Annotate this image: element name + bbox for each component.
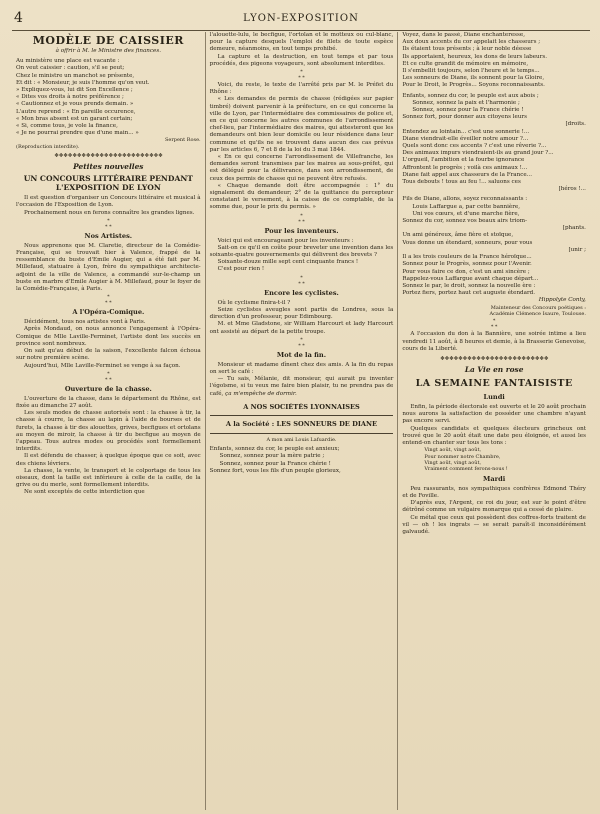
asterism: * * * <box>105 217 112 230</box>
article-title-opera: A l'Opéra-Comique. <box>72 308 145 317</box>
song-verse <box>402 447 586 473</box>
paragraph: D'après eux, l'Argent, ce roi du jour, est sur le point d'être détrôné comme un vulgaire monarque qui a cessé de plaire. <box>402 500 586 514</box>
paragraph: Aujourd'hui, Mlle Laville-Ferminet se venge à sa façon. <box>24 362 181 369</box>
verse-line: « Je ne pourrai prendre que d'une main... » <box>16 130 139 137</box>
verse-line: Les sonneurs de Diane, ils sonnent pour la Gloire, <box>402 75 545 82</box>
asterism: * * * <box>298 274 305 287</box>
verse-line: Voyez, dans le passé, Diane enchanteresse, <box>402 32 526 38</box>
poem-caissier <box>16 58 201 137</box>
verse-line: Vingt août, vingt août, <box>424 459 482 466</box>
verse-line: Ils étaient tous présents ; à leur noble déesse <box>402 46 532 53</box>
paragraph: Enfin, la période électorale est ouverte et le 20 août prochain nous aurons la satisfaction de posséder une chambre n'ayant pas encore servi. <box>402 403 586 425</box>
paragraph: La capture et la destruction, en tout temps et par tous procédés, des pigeons voyageurs, sont absolument interdites. <box>209 53 394 67</box>
paragraph: l'alouette-lulu, le becfigue, l'ortolan et le motteux ou cul-blanc, pour la capture desquels l'emploi de filets de toute espèce demeure, néanmoins, en tout temps prohibé. <box>209 32 394 53</box>
section-vie-en-rose: La Vie en rose <box>464 364 524 374</box>
paragraph: — Tu sais, Mélanie, dit monsieur, qui aurait pu inventer l'égoïsme, si tu veux me faire bien plaisir, tu ne prendra pas de café, ça m'empêche de dormir. <box>209 376 394 397</box>
verse-line: Sonnez le par, le droit, sonnez la nouvelle ère : <box>402 282 536 289</box>
verse-line: Il s'embellit toujours, selon l'heure et le temps... <box>402 68 540 75</box>
verse-line: Vous donne un étendard, sonneurs, pour vous <box>402 239 533 246</box>
poem-stanza <box>402 93 586 194</box>
signature-note: Académie Clémence Isaure, Toulouse. <box>489 310 586 317</box>
verse-line: Et ce culte grandit de mémoire en mémoire, <box>402 60 529 67</box>
societe-header-box <box>210 415 394 434</box>
reproduction-note: (Reproduction interdite). <box>16 143 80 150</box>
day-heading: Lundi <box>483 392 505 401</box>
asterism: * * * <box>298 212 305 225</box>
verse-line: [unir ; <box>568 246 586 253</box>
paragraph: Après Mondaud, on nous annonce l'engagement à l'Opéra-Comique de Mlle Laville-Ferminet, l'artiste dont les succès en province sont nombreux. <box>16 326 201 347</box>
paragraph: L'ouverture de la chasse, dans le département du Rhône, est fixée au dimanche 27 août. <box>16 395 201 409</box>
verse-line: Sonnez fort, vous les fils d'un peuple glorieux, <box>209 467 341 474</box>
paragraph: Il est question d'organiser un Concours littéraire et musical à l'occasion de l'Exposition de Lyon. <box>16 195 201 209</box>
verse-line: Et dit : « Monsieur, je suis l'homme qu'on veut. <box>16 79 150 86</box>
paragraph: Il est défendu de chasser, à quelque époque que ce soit, avec des chiens lévriers. <box>16 453 201 467</box>
paragraph: Monsieur et madame dînent chez des amis. A la fin du repas on sert le café : <box>209 361 394 375</box>
article-title-cyclistes: Encore les cyclistes. <box>264 288 339 297</box>
verse-line: Pour nommer notre Chambre, <box>424 453 501 460</box>
paragraph: « Chaque demande doit être accompagnée : 1° du signalement du demandeur; 2° de la quittance du percepteur constatant le versement, à la caisse de ce comptable, de la somme due, pour le prix du permis. » <box>209 182 394 211</box>
paragraph: Nous apprenons que M. Claretie, directeur de la Comédie-Française, qui se trouvait hier à Valence, frappé de la ressemblance du buste d'Emile Augier, qui a été fait par M. Millefaud, statuaire à Lyon, frère du sympathique architecte-adjoint de la ville de Valence, a commandé sur-le-champ un buste en marbre d'Emile Augier à M. Millefaud, pour le foyer de la Comédie-Française, à Paris. <box>16 242 201 293</box>
page-number: 4 <box>14 10 23 26</box>
verse-line: Louis Laffargue a, par cette bannière, <box>412 203 521 210</box>
verse-line: Diane viendrait-elle éveiller notre amour ?... <box>402 135 529 142</box>
punchline: ça m'empêche de dormir. <box>225 390 297 397</box>
article-title-artistes: Nos Artistes. <box>84 231 133 240</box>
signature: Hippolyte Conty, <box>538 297 586 304</box>
poem-stanza <box>402 32 586 90</box>
day-heading: Mardi <box>483 474 506 483</box>
verse-line: Affrontent le progrès ; voilà ces animaux !... <box>402 164 528 171</box>
ornamental-rule: ❖❖❖❖❖❖❖❖❖❖❖❖❖❖❖❖❖❖❖❖❖❖❖❖ <box>439 355 549 362</box>
verse-line: Sonnez pour le Progrès, sonnez pour l'Avenir. <box>402 261 532 268</box>
poem-sonneurs-start <box>210 446 394 475</box>
paragraph: Les seuls modes de chasse autorisés sont : la chasse à tir, la chasse à courre, la chasse au lapin à l'aide de bourses et de furets, la chasse à tir des alouettes, grives, becfigues et ortolans au moyen de miroir, la chasse à tir du becfigue au moyen de l'appeau. Tous autres modes ou procédés sont formellement interdits. <box>16 410 201 453</box>
article-subtitle: à offrir à M. le Ministre des finances. <box>55 48 161 54</box>
verse-line: [héros !... <box>558 186 586 193</box>
paragraph: La chasse, la vente, le transport et le colportage de tous les oiseaux, dont la taille est inférieure à celle de la caille, de la grive ou du merle, sont formellement interdits. <box>16 467 201 489</box>
page-header <box>12 6 590 31</box>
paragraph: Ne sont exceptés de cette interdiction que <box>24 489 145 496</box>
verse-line: Sonnez, sonnez pour la mère patrie ; <box>219 453 325 460</box>
verse-line: « Cautionnez et je vous prends demain. » <box>16 101 134 108</box>
paragraph: A l'occasion du don à la Bannière, une soirée intime a lieu vendredi 11 août, à 8 heures et demie, à la Brasserie Genevoise, cours de la Liberté. <box>402 331 586 352</box>
dedication: A mon ami Louis Lafuardie. <box>266 436 337 443</box>
paragraph: Prochainement nous en ferons connaître les grandes lignes. <box>24 209 195 216</box>
verse-line: Pour vous faire ce don, c'est un ami sincère ; <box>402 268 530 275</box>
article-title-mot-fin: Mot de la fin. <box>276 350 327 359</box>
societe-header: A la Société : LES SONNEURS DE DIANE <box>225 419 378 428</box>
poem-stanza <box>402 196 586 297</box>
article-title-societes: A NOS SOCIÉTÉS LYONNAISES <box>243 402 360 411</box>
paragraph: Sait-on ce qu'il en coûte pour breveter une invention dans les soixante-quatre gouvernements qui délivrent des brevets ? <box>209 244 394 259</box>
verse-line: « Si, comme tous, je vole la finance, <box>16 123 118 130</box>
newspaper-title: LYON-EXPOSITION <box>243 13 359 24</box>
verse-line: Sonnez fort, pour donner aux citoyens leurs <box>402 114 527 121</box>
paragraph: Peu rassurants, nos sympathiques confrères Edmond Théry et de Foville. <box>402 485 586 499</box>
paragraph: Où le cyclisme finira-t-il ? <box>217 299 291 306</box>
verse-line: Sonnez du cor, sonnez vos beaux airs triom- <box>402 218 527 225</box>
verse-line: Sonnez, sonnez la paix et l'harmonie ; <box>412 99 520 106</box>
paragraph: On sait qu'au début de la saison, l'excellente falcon échoua sur notre première scène. <box>16 348 201 362</box>
verse-line: Chez le ministre un manchot se présente, <box>16 72 135 79</box>
column-3 <box>397 32 590 810</box>
paragraph: Décidément, tous nos artistes vont à Paris. <box>24 319 146 326</box>
verse-line: Vingt août, vingt août, <box>424 447 482 454</box>
verse-line: Sonnez, sonnez pour la France chérie ! <box>219 460 331 467</box>
paragraph: Voici, du reste, le texte de l'arrêté pris par M. le Préfet du Rhône : <box>209 82 394 96</box>
article-title-concours: UN CONCOURS LITTÉRAIRE PENDANT L'EXPOSITION DE LYON <box>23 174 193 193</box>
verse-line: » Expliquez-vous, lui dit Son Excellence ; <box>16 87 133 94</box>
article-title-inventeurs: Pour les inventeurs. <box>264 226 339 235</box>
verse-line: Ils apportaient, heureux, les dons de leurs labeurs. <box>402 53 547 60</box>
verse-line: Au ministère une place est vacante : <box>16 58 120 65</box>
verse-line: [phants. <box>562 225 586 232</box>
asterism: * * * <box>105 294 112 307</box>
ornamental-rule: ❖❖❖❖❖❖❖❖❖❖❖❖❖❖❖❖❖❖❖❖❖❖❖❖ <box>54 153 163 160</box>
verse-line: [droits. <box>565 121 586 128</box>
asterism: * * * <box>298 336 305 349</box>
section-petites-nouvelles: Petites nouvelles <box>73 162 144 172</box>
column-1 <box>12 32 205 810</box>
verse-line: L'orgueil, l'ambition et la fourbe ignorance <box>402 157 525 164</box>
paragraph: « Les demandes de permis de chasse (rédigées sur papier timbré) doivent parvenir à la préfecture, en ce qui concerne la ville de Lyon, par l'intermédiaire des commissaires de police et, en ce qui concerne les autres communes de l'arrondissement chef-lieu, par l'intermédiaire des maires, qui attesteront que les demandeurs ont bien leur domicile ou leur résidence dans leur commune et qu'ils ne se trouvent dans aucun des cas prévus par les articles 6, 7 et 8 de la loi du 3 mai 1844. <box>209 96 394 153</box>
verse-line: Entendez au lointain... c'est une sonnerie !... <box>402 128 530 135</box>
paragraph: Soixante-douze mille sept cent cinquante francs ! <box>217 259 359 266</box>
paragraph: « En ce qui concerne l'arrondissement de Villefranche, les demandes seront transmises par les maires au sous-préfet, qui est délégué pour la délivrance, dans son arrondissement, de ceux des permis de chasse qui ne peuvent être refusés. <box>209 154 394 182</box>
verse-line: Quels sont donc ces accents ? c'est une rêverie ?... <box>402 143 547 150</box>
verse-line: Un ami généreux, âme fière et stoïque, <box>402 232 514 239</box>
paragraph: Voici qui est encourageant pour les inventeurs : <box>217 237 354 244</box>
verse-line: Pour le Droit, le Progrès... Soyons reconnaissants. <box>402 82 545 89</box>
verse-line: Aux doux accents du cor appelait les chasseurs ; <box>402 39 541 46</box>
verse-line: Sonnez, sonnez pour la France chérie ! <box>412 107 524 114</box>
verse-line: L'autre reprend : « En pareille occurence, <box>16 108 136 115</box>
paragraph: Quelques candidats et quelques électeurs grincheux ont trouvé que le 20 août était une date peu éloignée, et aussi les entend-on chanter sur tous les tons : <box>402 425 586 446</box>
asterism: * * * <box>105 370 112 383</box>
paragraph: C'est pour rien ! <box>217 266 265 273</box>
verse-line: Enfants, sonnez du cor, le peuple est anxieux; <box>209 446 340 453</box>
asterism: * * * <box>490 318 498 331</box>
verse-line: Portez fiers, portez haut cet auguste étendard. <box>402 290 536 297</box>
article-title-caissier: MODÈLE DE CAISSIER <box>32 34 184 47</box>
paragraph: Ce métal que ceux qui possèdent des coffres-forts traitent de vil — oh ! les ingrats — se serait paraît-il inconsidérément galvaudé. <box>402 514 586 535</box>
verse-line: Fils de Diane, allons, soyez reconnaissants : <box>402 196 528 203</box>
poem-author: Serpent Rose. <box>165 137 201 144</box>
section-semaine-fantaisiste: LA SEMAINE FANTAISISTE <box>415 377 573 389</box>
verse-line: On veut caissier : caution, s'il se peut; <box>16 65 125 72</box>
verse-line: Des animaux impurs viendraient-ils au grand jour ?... <box>402 150 554 157</box>
verse-line: « Mon bras absent est un garant certain; <box>16 115 133 122</box>
verse-line: Uni vos cœurs, et d'une marche fière, <box>412 210 520 217</box>
verse-line: « Dites vos droits à notre préférence ; <box>16 94 124 101</box>
article-title-chasse: Ouverture de la chasse. <box>64 384 152 393</box>
paragraph: M. et Mme Gladstone, sir William Harcourt et lady Harcourt ont assisté au départ de la petite troupe. <box>209 321 394 335</box>
verse-line: Tous debouts ! tous au feu !... saluons ces <box>402 179 521 186</box>
verse-line: Diane fait appel aux chasseurs de la France... <box>402 171 532 178</box>
verse-line: Enfants, sonnez du cor, le peuple est aux abois ; <box>402 92 539 99</box>
verse-line: Rappelez-vous Laffargue avant chaque départ... <box>402 275 539 282</box>
verse-line: Vraiment comment ferons-nous ! <box>424 466 508 473</box>
signature-note: Mainteneur des Concours poétiques : <box>490 304 586 311</box>
column-2 <box>205 32 398 810</box>
verse-line: Il a les trois couleurs de la France héroïque... <box>402 254 532 261</box>
paragraph: Seize cyclistes aveugles sont partis de Londres, sous la direction d'un professeur, pour Edimbourg. <box>209 306 394 321</box>
asterism: * * * <box>298 69 305 82</box>
